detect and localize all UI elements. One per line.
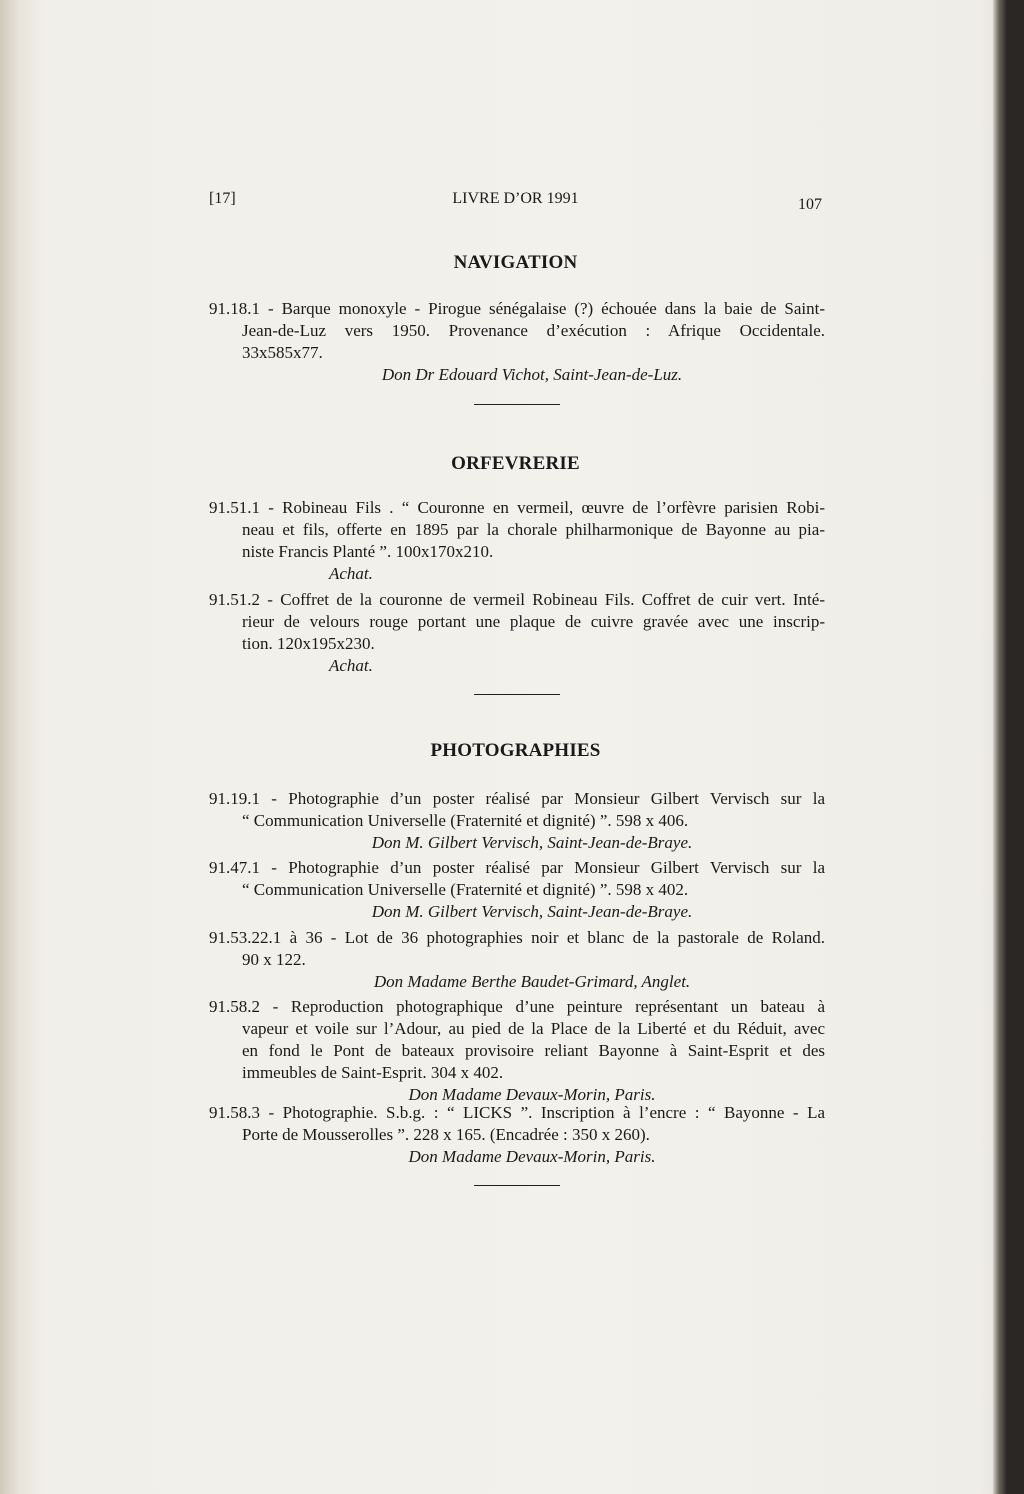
donor-credit: Don Madame Devaux-Morin, Paris. bbox=[408, 1085, 656, 1104]
entry-line: 91.18.1 - Barque monoxyle - Pirogue sénégalaise (?) échouée dans la baie de Saint- bbox=[209, 299, 825, 318]
entry-line: “ Communication Universelle (Fraternité et dignité) ”. 598 x 402. bbox=[242, 880, 689, 899]
entry-line: “ Communication Universelle (Fraternité et dignité) ”. 598 x 406. bbox=[242, 811, 689, 830]
entry-line: 33x585x77. bbox=[242, 343, 323, 362]
header-title: LIVRE D’OR 1991 bbox=[452, 190, 579, 207]
entry-line: 91.19.1 - Photographie d’un poster réalisé par Monsieur Gilbert Vervisch sur la bbox=[209, 789, 825, 808]
header-section-number: [17] bbox=[209, 190, 236, 207]
section-title-photographies: PHOTOGRAPHIES bbox=[430, 740, 601, 761]
section-divider bbox=[474, 1185, 560, 1186]
donor-credit: Achat. bbox=[329, 564, 373, 583]
entry-line: 91.58.3 - Photographie. S.b.g. : “ LICKS ”. Inscription à l’encre : “ Bayonne - La bbox=[209, 1103, 825, 1122]
entry-line: rieur de velours rouge portant une plaque de cuivre gravée avec une inscrip- bbox=[242, 612, 825, 631]
entry-line: tion. 120x195x230. bbox=[242, 634, 375, 653]
entry-line: 91.51.1 - Robineau Fils . “ Couronne en vermeil, œuvre de l’orfèvre parisien Robi- bbox=[209, 498, 825, 517]
entry-91-47-1 bbox=[209, 857, 825, 923]
entry-line: vapeur et voile sur l’Adour, au pied de la Place de la Liberté et du Réduit, avec bbox=[242, 1019, 825, 1038]
entry-line: immeubles de Saint-Esprit. 304 x 402. bbox=[242, 1063, 504, 1082]
page-number: 107 bbox=[798, 196, 822, 213]
running-header bbox=[209, 190, 822, 220]
entry-line: 91.58.2 - Reproduction photographique d’une peinture représentant un bateau à bbox=[209, 997, 825, 1016]
section-divider bbox=[474, 404, 560, 405]
donor-credit: Don Madame Berthe Baudet-Grimard, Anglet. bbox=[373, 972, 691, 991]
entry-91-58-2 bbox=[209, 996, 825, 1106]
entry-91-53-22 bbox=[209, 927, 825, 993]
entry-line: en fond le Pont de bateaux provisoire reliant Bayonne à Saint-Esprit et des bbox=[242, 1041, 825, 1060]
donor-credit: Don Madame Devaux-Morin, Paris. bbox=[408, 1147, 656, 1166]
entry-91-19-1 bbox=[209, 788, 825, 854]
entry-line: 91.53.22.1 à 36 - Lot de 36 photographies noir et blanc de la pastorale de Roland. bbox=[209, 928, 825, 947]
donor-credit: Don M. Gilbert Vervisch, Saint-Jean-de-Braye. bbox=[371, 833, 693, 852]
donor-credit: Don M. Gilbert Vervisch, Saint-Jean-de-Braye. bbox=[371, 902, 693, 921]
donor-credit: Don Dr Edouard Vichot, Saint-Jean-de-Luz. bbox=[381, 365, 683, 384]
entry-91-51-1 bbox=[209, 497, 825, 585]
page-edge-shadow bbox=[993, 0, 1024, 1494]
entry-line: niste Francis Planté ”. 100x170x210. bbox=[242, 542, 494, 561]
entry-line: 90 x 122. bbox=[242, 950, 306, 969]
section-divider bbox=[474, 694, 560, 695]
entry-91-51-2 bbox=[209, 589, 825, 677]
entry-line: Porte de Mousserolles ”. 228 x 165. (Encadrée : 350 x 260). bbox=[242, 1125, 650, 1144]
entry-91-58-3 bbox=[209, 1102, 825, 1168]
entry-line: 91.47.1 - Photographie d’un poster réalisé par Monsieur Gilbert Vervisch sur la bbox=[209, 858, 825, 877]
donor-credit: Achat. bbox=[329, 656, 373, 675]
entry-91-18-1 bbox=[209, 298, 825, 386]
entry-line: neau et fils, offerte en 1895 par la chorale philharmonique de Bayonne au pia- bbox=[242, 520, 825, 539]
section-title-orfevrerie: ORFEVRERIE bbox=[451, 453, 580, 474]
section-title-navigation: NAVIGATION bbox=[453, 252, 578, 273]
entry-line: Jean-de-Luz vers 1950. Provenance d’exécution : Afrique Occidentale. bbox=[242, 321, 825, 340]
entry-line: 91.51.2 - Coffret de la couronne de vermeil Robineau Fils. Coffret de cuir vert. Inté- bbox=[209, 590, 825, 609]
